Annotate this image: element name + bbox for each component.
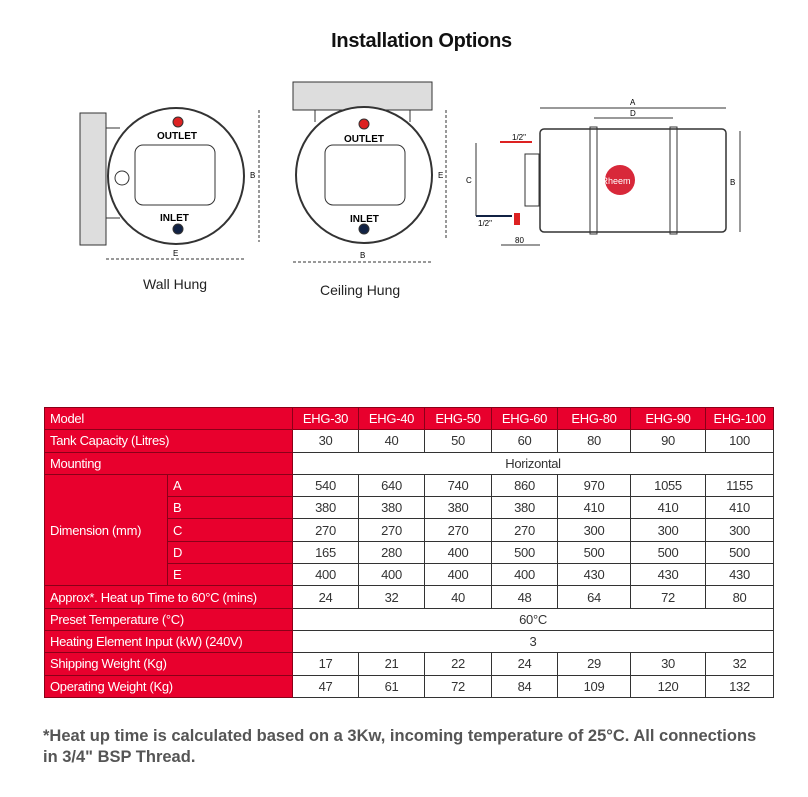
mounting-row bbox=[45, 452, 774, 474]
row-label: Mounting bbox=[45, 452, 293, 474]
table-cell: 24 bbox=[492, 653, 558, 675]
shipping-row bbox=[45, 653, 774, 675]
table-cell: 300 bbox=[706, 519, 774, 541]
table-cell: 80 bbox=[558, 430, 631, 452]
table-cell: 970 bbox=[558, 474, 631, 496]
row-label: Dimension (mm) bbox=[45, 474, 168, 585]
table-cell: EHG-60 bbox=[492, 408, 558, 430]
installation-diagrams bbox=[0, 0, 808, 310]
page-title: Installation Options bbox=[331, 30, 512, 52]
capacity-row bbox=[45, 430, 774, 452]
table-cell: 540 bbox=[293, 474, 359, 496]
table-cell: 400 bbox=[359, 564, 425, 586]
outlet-label: OUTLET bbox=[344, 134, 384, 145]
element-row bbox=[45, 630, 774, 652]
row-label: Heating Element Input (kW) (240V) bbox=[45, 630, 293, 652]
table-cell: 860 bbox=[492, 474, 558, 496]
table-cell: 64 bbox=[558, 586, 631, 608]
table-cell: 430 bbox=[706, 564, 774, 586]
table-cell: 1155 bbox=[706, 474, 774, 496]
outlet-pipe-size: 1/2" bbox=[512, 133, 526, 142]
row-label: C bbox=[168, 519, 293, 541]
row-label: Shipping Weight (Kg) bbox=[45, 653, 293, 675]
table-cell: 400 bbox=[425, 541, 492, 563]
table-cell: 500 bbox=[492, 541, 558, 563]
dim-e-label: E bbox=[173, 249, 179, 258]
header-row bbox=[45, 408, 774, 430]
table-cell: 90 bbox=[631, 430, 706, 452]
ceiling-hung-caption: Ceiling Hung bbox=[320, 282, 401, 298]
table-cell: 270 bbox=[425, 519, 492, 541]
table-cell: EHG-90 bbox=[631, 408, 706, 430]
dim-d-label: D bbox=[630, 109, 636, 118]
dim-c-label: C bbox=[466, 176, 472, 185]
dim-b-label: B bbox=[730, 178, 736, 187]
table-cell: 50 bbox=[425, 430, 492, 452]
table-cell: 1055 bbox=[631, 474, 706, 496]
table-cell: 410 bbox=[558, 497, 631, 519]
wall-hung-caption: Wall Hung bbox=[143, 276, 208, 292]
ceiling-hung-diagram bbox=[293, 82, 446, 262]
table-cell: 380 bbox=[359, 497, 425, 519]
row-label: Model bbox=[45, 408, 293, 430]
footnote: *Heat up time is calculated based on a 3Kw, incoming temperature of 25°C. All connections in 3/4" BSP Thread. bbox=[43, 727, 757, 766]
dim-b-label: B bbox=[360, 251, 366, 260]
dim-a-label: A bbox=[630, 98, 636, 107]
table-cell: 132 bbox=[706, 675, 774, 697]
table-cell: 48 bbox=[492, 586, 558, 608]
offset-label: 80 bbox=[515, 236, 524, 245]
table-cell: 410 bbox=[631, 497, 706, 519]
table-cell: 400 bbox=[425, 564, 492, 586]
inlet-label: INLET bbox=[350, 214, 379, 225]
table-cell: 500 bbox=[558, 541, 631, 563]
table-cell: 80 bbox=[706, 586, 774, 608]
table-cell: EHG-50 bbox=[425, 408, 492, 430]
table-cell: 120 bbox=[631, 675, 706, 697]
row-label: E bbox=[168, 564, 293, 586]
table-cell: 640 bbox=[359, 474, 425, 496]
table-cell: 270 bbox=[293, 519, 359, 541]
table-cell: 270 bbox=[492, 519, 558, 541]
row-label: D bbox=[168, 541, 293, 563]
table-cell: 40 bbox=[425, 586, 492, 608]
table-cell: 30 bbox=[293, 430, 359, 452]
table-cell: 400 bbox=[492, 564, 558, 586]
operating-row bbox=[45, 675, 774, 697]
outlet-label: OUTLET bbox=[157, 131, 197, 142]
table-cell: EHG-30 bbox=[293, 408, 359, 430]
dim-b-label: B bbox=[250, 171, 256, 180]
table-cell: 380 bbox=[293, 497, 359, 519]
row-label: Preset Temperature (°C) bbox=[45, 608, 293, 630]
table-cell: 380 bbox=[425, 497, 492, 519]
inlet-pipe-size: 1/2" bbox=[478, 219, 492, 228]
table-cell: 24 bbox=[293, 586, 359, 608]
row-label: A bbox=[168, 474, 293, 496]
table-cell: 300 bbox=[558, 519, 631, 541]
table-cell: 84 bbox=[492, 675, 558, 697]
table-cell: 72 bbox=[425, 675, 492, 697]
table-cell: 280 bbox=[359, 541, 425, 563]
table-cell: EHG-100 bbox=[706, 408, 774, 430]
table-cell: 400 bbox=[293, 564, 359, 586]
table-cell: EHG-80 bbox=[558, 408, 631, 430]
table-cell: 32 bbox=[359, 586, 425, 608]
table-cell: 72 bbox=[631, 586, 706, 608]
table-cell: 740 bbox=[425, 474, 492, 496]
table-cell: 47 bbox=[293, 675, 359, 697]
row-label: B bbox=[168, 497, 293, 519]
row-label: Tank Capacity (Litres) bbox=[45, 430, 293, 452]
table-cell: 60°C bbox=[293, 608, 774, 630]
table-cell: 32 bbox=[706, 653, 774, 675]
inlet-label: INLET bbox=[160, 213, 189, 224]
row-label: Operating Weight (Kg) bbox=[45, 675, 293, 697]
table-cell: 29 bbox=[558, 653, 631, 675]
table-cell: 410 bbox=[706, 497, 774, 519]
dim-e-label: E bbox=[438, 171, 444, 180]
table-cell: 30 bbox=[631, 653, 706, 675]
row-label: Approx*. Heat up Time to 60°C (mins) bbox=[45, 586, 293, 608]
table-cell: EHG-40 bbox=[359, 408, 425, 430]
table-cell: 109 bbox=[558, 675, 631, 697]
table-cell: 500 bbox=[631, 541, 706, 563]
table-cell: 430 bbox=[631, 564, 706, 586]
dimension-row bbox=[45, 474, 774, 496]
heatup-row bbox=[45, 586, 774, 608]
table-cell: 430 bbox=[558, 564, 631, 586]
table-cell: 270 bbox=[359, 519, 425, 541]
specifications-table bbox=[44, 407, 774, 698]
table-cell: 165 bbox=[293, 541, 359, 563]
table-cell: 17 bbox=[293, 653, 359, 675]
table-cell: 40 bbox=[359, 430, 425, 452]
table-cell: 380 bbox=[492, 497, 558, 519]
table-cell: 21 bbox=[359, 653, 425, 675]
table-cell: Horizontal bbox=[293, 452, 774, 474]
table-cell: 100 bbox=[706, 430, 774, 452]
table-cell: 22 bbox=[425, 653, 492, 675]
table-cell: 61 bbox=[359, 675, 425, 697]
table-cell: 60 bbox=[492, 430, 558, 452]
preset-row bbox=[45, 608, 774, 630]
rheem-logo: Rheem bbox=[601, 176, 631, 186]
table-cell: 300 bbox=[631, 519, 706, 541]
table-cell: 500 bbox=[706, 541, 774, 563]
table-cell: 3 bbox=[293, 630, 774, 652]
